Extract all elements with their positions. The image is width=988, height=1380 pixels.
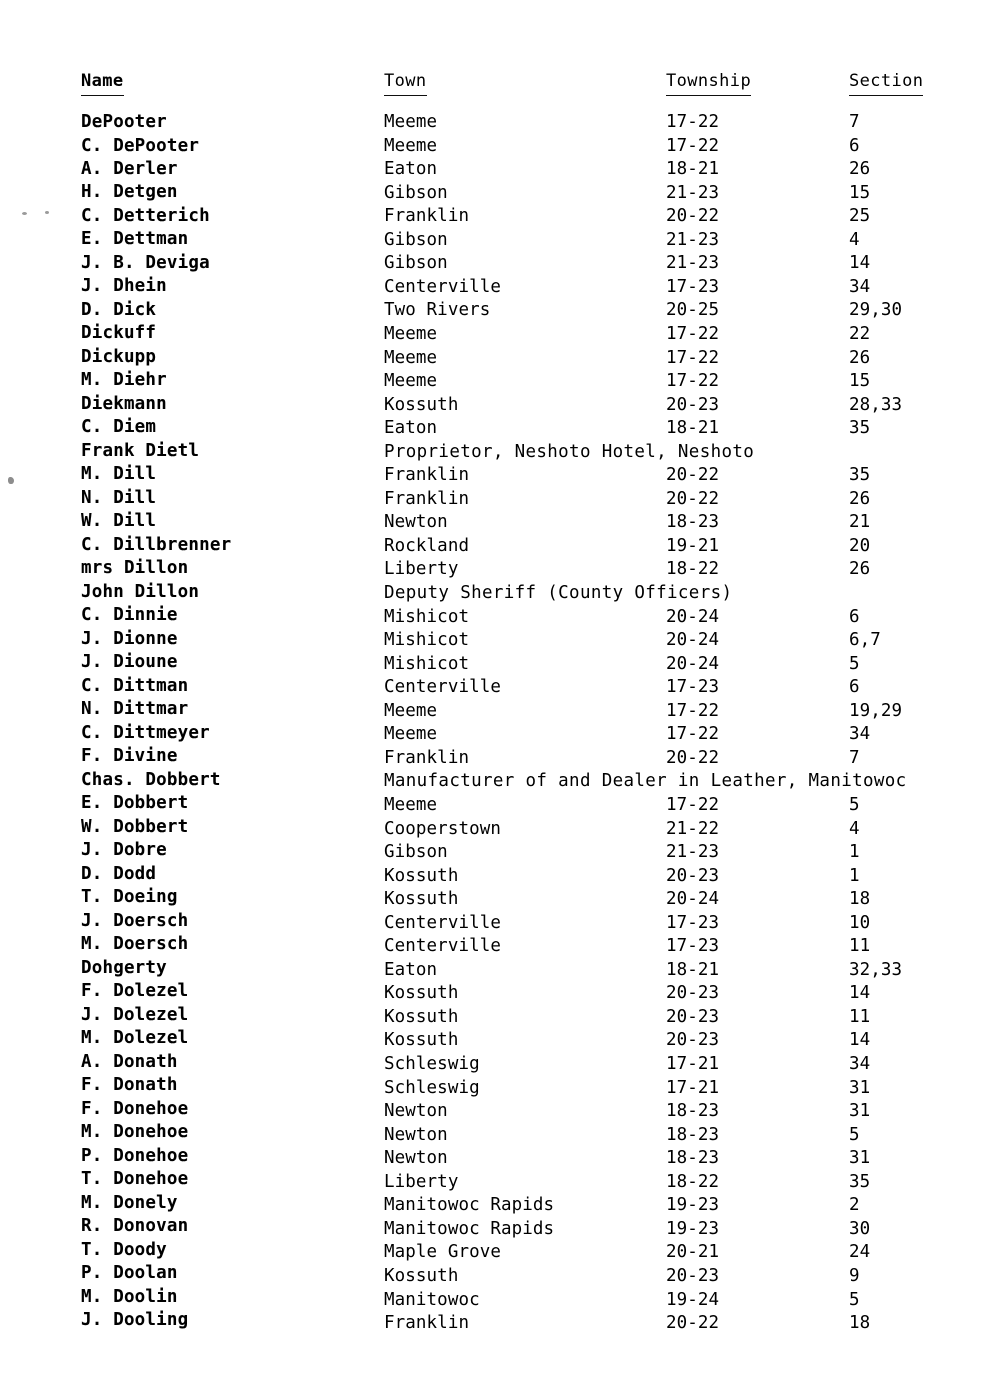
- cell-name: Dickuff: [81, 323, 157, 344]
- column-header-section: Section: [849, 68, 923, 96]
- cell-township: 17-22: [666, 323, 720, 344]
- cell-township: 17-23: [666, 936, 720, 957]
- table-header-row: [0, 68, 988, 98]
- cell-town: Kossuth: [384, 983, 459, 1004]
- cell-town: Kossuth: [384, 865, 459, 886]
- cell-name: E. Dettman: [81, 229, 189, 250]
- table-row: [0, 228, 988, 252]
- cell-township: 18-21: [666, 418, 720, 439]
- table-row: [0, 840, 988, 864]
- cell-name: DePooter: [81, 112, 167, 132]
- cell-township: 20-22: [666, 747, 720, 768]
- cell-section: 6: [849, 135, 860, 156]
- cell-name: W. Dobbert: [81, 816, 189, 837]
- cell-town: Two Rivers: [384, 300, 491, 321]
- table-row: [0, 722, 988, 746]
- cell-town: Newton: [384, 512, 448, 533]
- cell-town: Gibson: [384, 229, 448, 250]
- table-row: [0, 393, 988, 417]
- cell-town: Eaton: [384, 418, 438, 439]
- cell-note: Manufacturer of and Dealer in Leather, Manitowoc: [384, 771, 907, 792]
- cell-name: Diekmann: [81, 393, 167, 414]
- cell-name: T. Doody: [81, 1239, 167, 1260]
- cell-township: 17-22: [666, 700, 720, 721]
- cell-section: 4: [849, 229, 860, 250]
- cell-section: 14: [849, 983, 871, 1004]
- cell-township: 17-22: [666, 347, 720, 368]
- cell-section: 18: [849, 889, 871, 910]
- cell-town: Liberty: [384, 559, 459, 580]
- cell-section: 20: [849, 535, 871, 556]
- cell-section: 15: [849, 371, 871, 392]
- cell-township: 17-22: [666, 112, 720, 132]
- cell-township: 17-22: [666, 371, 720, 392]
- table-row: [0, 510, 988, 534]
- cell-name: J. B. Deviga: [81, 252, 210, 273]
- cell-township: 17-22: [666, 724, 720, 745]
- cell-town: Cooperstown: [384, 818, 501, 839]
- cell-town: Schleswig: [384, 1054, 480, 1074]
- table-row: [0, 557, 988, 581]
- cell-section: 6: [849, 677, 860, 698]
- cell-township: 17-23: [666, 276, 720, 297]
- cell-section: 21: [849, 512, 871, 533]
- cell-town: Manitowoc: [384, 1289, 480, 1310]
- cell-name: Frank Dietl: [81, 440, 200, 461]
- table-row: [0, 652, 988, 676]
- cell-town: Meeme: [384, 724, 438, 745]
- table-row: [0, 298, 988, 322]
- column-header-township: Township: [666, 68, 751, 96]
- cell-name: N. Dill: [81, 487, 157, 508]
- cell-section: 26: [849, 159, 871, 180]
- cell-town: Manitowoc Rapids: [384, 1218, 555, 1239]
- cell-section: 32,33: [849, 959, 903, 980]
- cell-name: J. Dioune: [81, 652, 178, 673]
- cell-township: 18-23: [666, 1148, 720, 1169]
- cell-name: M. Diehr: [81, 370, 167, 391]
- cell-section: 34: [849, 1054, 871, 1074]
- cell-name: Dohgerty: [81, 957, 167, 978]
- cell-name: J. Dolezel: [81, 1004, 189, 1025]
- cell-name: M. Dill: [81, 464, 157, 485]
- cell-name: A. Donath: [81, 1051, 178, 1072]
- cell-town: Manitowoc Rapids: [384, 1195, 555, 1216]
- table-row: [0, 817, 988, 841]
- cell-township: 19-23: [666, 1218, 720, 1239]
- table-row: [0, 605, 988, 629]
- cell-township: 20-25: [666, 300, 720, 321]
- cell-section: 11: [849, 936, 871, 957]
- cell-town: Kossuth: [384, 1265, 459, 1286]
- cell-name: M. Doolin: [81, 1286, 178, 1307]
- table-row: [0, 911, 988, 935]
- cell-section: 26: [849, 488, 871, 509]
- cell-town: Maple Grove: [384, 1242, 501, 1263]
- table-row: [0, 746, 988, 770]
- cell-section: 35: [849, 418, 871, 439]
- cell-township: 20-22: [666, 465, 720, 486]
- table-row: [0, 275, 988, 299]
- table-row: [0, 1311, 988, 1335]
- cell-township: 20-22: [666, 488, 720, 509]
- cell-town: Franklin: [384, 488, 470, 509]
- cell-town: Centerville: [384, 912, 501, 933]
- cell-town: Gibson: [384, 253, 448, 274]
- cell-note: Deputy Sheriff (County Officers): [384, 583, 733, 603]
- cell-section: 5: [849, 1124, 860, 1145]
- cell-township: 20-23: [666, 1006, 720, 1027]
- cell-town: Gibson: [384, 182, 448, 203]
- table-row: [0, 369, 988, 393]
- cell-section: 18: [849, 1313, 871, 1334]
- table-row: [0, 181, 988, 205]
- cell-section: 15: [849, 182, 871, 203]
- cell-section: 31: [849, 1101, 871, 1122]
- cell-name: C. DePooter: [81, 135, 200, 156]
- cell-name: J. Dhein: [81, 276, 167, 297]
- cell-township: 18-23: [666, 512, 720, 533]
- table-row: [0, 934, 988, 958]
- cell-name: P. Donehoe: [81, 1145, 189, 1166]
- table-row: [0, 864, 988, 888]
- cell-section: 6,7: [849, 630, 881, 651]
- cell-name: M. Donely: [81, 1192, 178, 1213]
- cell-town: Gibson: [384, 842, 448, 863]
- table-row: [0, 440, 988, 464]
- cell-section: 24: [849, 1242, 871, 1263]
- cell-town: Franklin: [384, 465, 470, 486]
- table-row: [0, 157, 988, 181]
- cell-name: C. Dittman: [81, 675, 189, 696]
- cell-township: 20-23: [666, 983, 720, 1004]
- cell-section: 9: [849, 1265, 860, 1286]
- table-row: [0, 487, 988, 511]
- cell-section: 34: [849, 276, 871, 297]
- cell-township: 20-24: [666, 606, 720, 627]
- cell-town: Mishicot: [384, 653, 470, 674]
- cell-township: 20-23: [666, 1030, 720, 1051]
- table-row: [0, 769, 988, 793]
- cell-section: 34: [849, 724, 871, 745]
- cell-section: 6: [849, 606, 860, 627]
- cell-name: M. Donehoe: [81, 1122, 189, 1143]
- cell-township: 20-24: [666, 653, 720, 674]
- cell-name: C. Detterich: [81, 205, 210, 226]
- table-row: [0, 463, 988, 487]
- cell-section: 31: [849, 1077, 871, 1098]
- cell-section: 26: [849, 347, 871, 368]
- cell-section: 5: [849, 794, 860, 815]
- cell-section: 7: [849, 112, 860, 132]
- cell-township: 20-22: [666, 1313, 720, 1334]
- cell-note: Proprietor, Neshoto Hotel, Neshoto: [384, 441, 755, 462]
- cell-name: W. Dill: [81, 511, 157, 532]
- cell-town: Rockland: [384, 535, 470, 556]
- cell-name: T. Donehoe: [81, 1169, 189, 1190]
- cell-township: 21-23: [666, 182, 720, 203]
- cell-section: 22: [849, 323, 871, 344]
- cell-township: 17-22: [666, 794, 720, 815]
- cell-township: 19-21: [666, 535, 720, 556]
- cell-name: J. Dobre: [81, 840, 167, 861]
- column-header-name: Name: [81, 68, 124, 96]
- cell-section: 14: [849, 253, 871, 274]
- cell-town: Mishicot: [384, 606, 470, 627]
- table-row: [0, 793, 988, 817]
- cell-township: 17-23: [666, 677, 720, 698]
- cell-name: Dickupp: [81, 346, 157, 367]
- cell-township: 19-23: [666, 1195, 720, 1216]
- cell-town: Kossuth: [384, 394, 459, 415]
- cell-name: John Dillon: [81, 581, 200, 602]
- cell-section: 14: [849, 1030, 871, 1051]
- cell-town: Liberty: [384, 1171, 459, 1192]
- cell-name: J. Dooling: [81, 1310, 189, 1331]
- cell-township: 21-22: [666, 818, 720, 839]
- cell-township: 20-22: [666, 206, 720, 227]
- cell-township: 20-24: [666, 889, 720, 910]
- cell-town: Newton: [384, 1101, 448, 1122]
- cell-township: 17-23: [666, 912, 720, 933]
- cell-name: J. Doersch: [81, 910, 189, 931]
- cell-name: P. Doolan: [81, 1263, 178, 1284]
- cell-township: 21-23: [666, 253, 720, 274]
- cell-section: 10: [849, 912, 871, 933]
- cell-section: 2: [849, 1195, 860, 1216]
- table-row: [0, 346, 988, 370]
- cell-section: 19,29: [849, 700, 903, 721]
- cell-township: 17-21: [666, 1077, 720, 1098]
- cell-section: 25: [849, 206, 871, 227]
- cell-name: F. Donath: [81, 1075, 178, 1096]
- cell-township: 18-21: [666, 159, 720, 180]
- table-row: [0, 534, 988, 558]
- cell-town: Eaton: [384, 159, 438, 180]
- cell-name: C. Dinnie: [81, 605, 178, 626]
- cell-section: 4: [849, 818, 860, 839]
- cell-town: Centerville: [384, 936, 501, 957]
- cell-name: T. Doeing: [81, 887, 178, 908]
- cell-town: Meeme: [384, 347, 438, 368]
- cell-township: 18-23: [666, 1101, 720, 1122]
- cell-section: 5: [849, 653, 860, 674]
- cell-name: E. Dobbert: [81, 793, 189, 814]
- cell-town: Schleswig: [384, 1077, 480, 1098]
- cell-township: 19-24: [666, 1289, 720, 1310]
- cell-name: F. Dolezel: [81, 981, 189, 1002]
- table-row: [0, 675, 988, 699]
- cell-section: 7: [849, 747, 860, 768]
- cell-section: 1: [849, 865, 860, 886]
- cell-town: Kossuth: [384, 1030, 459, 1051]
- table-row: [0, 134, 988, 158]
- cell-section: 1: [849, 842, 860, 863]
- cell-name: J. Dionne: [81, 628, 178, 649]
- cell-section: 35: [849, 1171, 871, 1192]
- cell-town: Meeme: [384, 112, 438, 132]
- table-row: [0, 887, 988, 911]
- cell-name: M. Dolezel: [81, 1028, 189, 1049]
- cell-township: 18-23: [666, 1124, 720, 1145]
- cell-section: 30: [849, 1218, 871, 1239]
- table-row: [0, 1005, 988, 1029]
- cell-section: 28,33: [849, 394, 903, 415]
- cell-township: 20-23: [666, 394, 720, 415]
- cell-town: Newton: [384, 1148, 448, 1169]
- cell-name: M. Doersch: [81, 934, 189, 955]
- cell-name: R. Donovan: [81, 1216, 189, 1237]
- cell-township: 21-23: [666, 842, 720, 863]
- cell-town: Meeme: [384, 794, 438, 815]
- table-row: [0, 251, 988, 275]
- cell-township: 18-22: [666, 1171, 720, 1192]
- table-row: [0, 204, 988, 228]
- table-row: [0, 110, 988, 134]
- cell-town: Meeme: [384, 135, 438, 156]
- cell-town: Meeme: [384, 371, 438, 392]
- cell-township: 20-21: [666, 1242, 720, 1263]
- table-row: [0, 981, 988, 1005]
- cell-township: 18-21: [666, 959, 720, 980]
- cell-town: Kossuth: [384, 1006, 459, 1027]
- column-header-town: Town: [384, 68, 427, 96]
- cell-town: Eaton: [384, 959, 438, 980]
- cell-township: 21-23: [666, 229, 720, 250]
- cell-name: C. Dillbrenner: [81, 534, 232, 555]
- cell-section: 5: [849, 1289, 860, 1310]
- cell-town: Kossuth: [384, 889, 459, 910]
- cell-section: 31: [849, 1148, 871, 1169]
- cell-name: C. Diem: [81, 417, 157, 438]
- cell-name: D. Dick: [81, 299, 157, 320]
- cell-section: 26: [849, 559, 871, 580]
- cell-township: 20-23: [666, 1265, 720, 1286]
- table-row: [0, 581, 988, 605]
- cell-name: N. Dittmar: [81, 699, 189, 720]
- cell-town: Franklin: [384, 206, 470, 227]
- cell-town: Centerville: [384, 276, 501, 297]
- cell-name: F. Donehoe: [81, 1098, 189, 1119]
- cell-township: 20-24: [666, 630, 720, 651]
- table-row: [0, 699, 988, 723]
- cell-name: A. Derler: [81, 158, 178, 179]
- cell-name: H. Detgen: [81, 182, 178, 203]
- table-row: [0, 628, 988, 652]
- table-row: [0, 322, 988, 346]
- cell-township: 17-21: [666, 1054, 720, 1074]
- cell-section: 29,30: [849, 300, 903, 321]
- cell-section: 35: [849, 465, 871, 486]
- cell-section: 11: [849, 1006, 871, 1027]
- cell-township: 20-23: [666, 865, 720, 886]
- cell-township: 18-22: [666, 559, 720, 580]
- cell-name: Chas. Dobbert: [81, 769, 221, 790]
- cell-town: Meeme: [384, 700, 438, 721]
- cell-town: Mishicot: [384, 630, 470, 651]
- table-row: [0, 416, 988, 440]
- cell-town: Centerville: [384, 677, 501, 698]
- table-row: [0, 958, 988, 982]
- cell-town: Newton: [384, 1124, 448, 1145]
- cell-town: Meeme: [384, 323, 438, 344]
- cell-town: Franklin: [384, 747, 470, 768]
- cell-name: mrs Dillon: [81, 558, 189, 579]
- cell-town: Franklin: [384, 1313, 470, 1334]
- cell-name: F. Divine: [81, 746, 178, 767]
- cell-name: D. Dodd: [81, 863, 157, 884]
- cell-name: C. Dittmeyer: [81, 722, 210, 743]
- cell-township: 17-22: [666, 135, 720, 156]
